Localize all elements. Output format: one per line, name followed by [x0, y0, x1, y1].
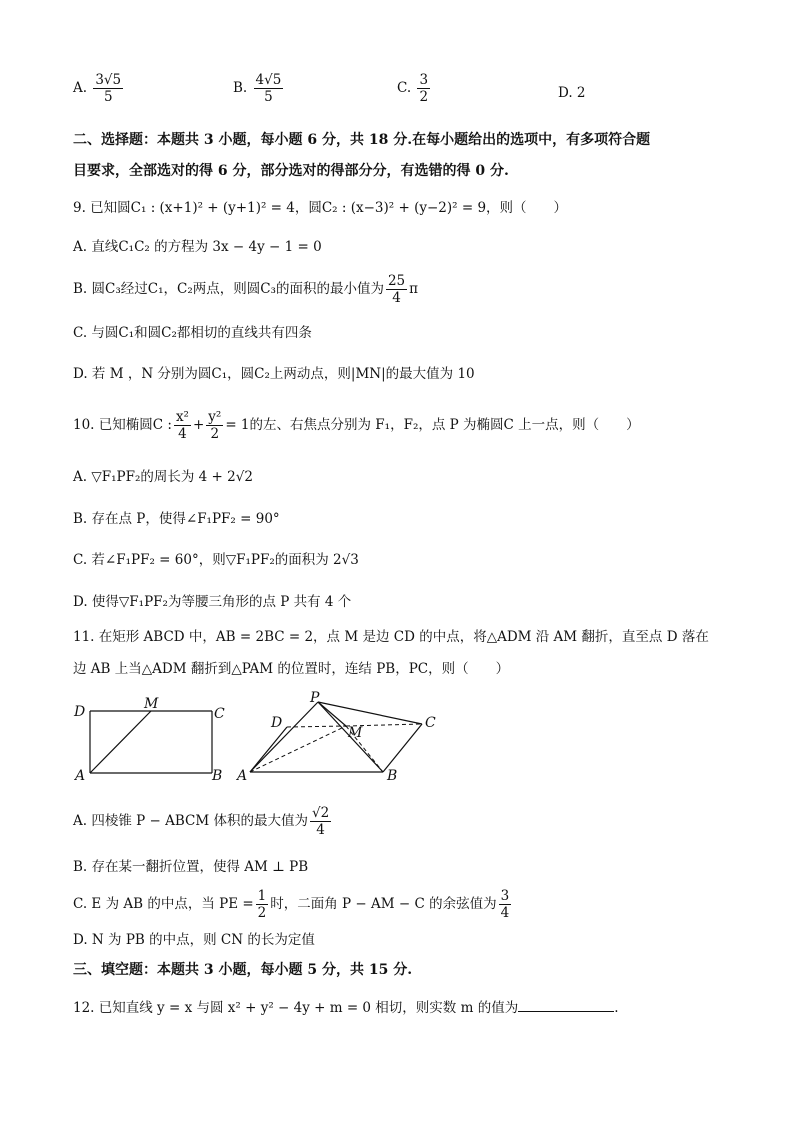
q9-option-c: C. 与圆C₁和圆C₂都相切的直线共有四条	[73, 325, 312, 341]
label-b: B	[212, 768, 223, 784]
label-a2: A	[237, 768, 248, 784]
q10-option-c: C. 若∠F₁PF₂ = 60°，则▽F₁PF₂的面积为 2√3	[73, 552, 359, 568]
section-2-heading: 二、选择题：本题共 3 小题，每小题 6 分，共 18 分.在每小题给出的选项中，有多项符合题	[73, 132, 651, 148]
option-8b: B. $\frac{4√5}{5}$	[233, 72, 282, 105]
label-m: M	[144, 696, 159, 712]
fraction: $\frac{3}{4}$	[500, 888, 510, 921]
q10-option-b: B. 存在点 P，使得∠F₁PF₂ = 90°	[73, 511, 280, 527]
q11-stem-line1: 11. 在矩形 ABCD 中，AB = 2BC = 2，点 M 是边 CD 的中点，将△ADM 沿 AM 翻折，直至点 D 落在	[73, 629, 709, 645]
label-d: D	[74, 704, 86, 720]
q9-option-b: B. 圆C₃经过C₁，C₂两点，则圆C₃的面积的最小值为 $\frac{25}{4}$ π	[73, 273, 419, 306]
option-8a: A. $\frac{3√5}{5}$	[73, 72, 122, 105]
fraction: $\frac{\text{y²}}{2}$	[208, 409, 222, 442]
answer-blank[interactable]	[518, 997, 614, 1012]
q9-option-d: D. 若 M ，N 分别为圆C₁，圆C₂上两动点，则|MN|的最大值为 10	[73, 366, 475, 382]
fraction: $\frac{3}{2}$	[419, 72, 429, 105]
fraction: $\frac{3√5}{5}$	[95, 72, 122, 105]
fraction: $\frac{\text{x²}}{4}$	[175, 409, 189, 442]
label-c2: C	[425, 715, 436, 731]
fraction: $\frac{√2}{4}$	[311, 805, 330, 838]
option-8c: C. $\frac{3}{2}$	[397, 72, 429, 105]
q11-option-b: B. 存在某一翻折位置，使得 AM ⊥ PB	[73, 859, 309, 875]
label-b2: B	[387, 768, 398, 784]
q9-option-a: A. 直线C₁C₂ 的方程为 3x − 4y − 1 = 0	[73, 239, 322, 255]
fraction: $\frac{25}{4}$	[387, 273, 406, 306]
q12-stem: 12. 已知直线 y = x 与圆 x² + y² − 4y + m = 0 相切，则实数 m 的值为 .	[73, 997, 724, 1018]
label-d2: D	[271, 715, 283, 731]
label-p: P	[310, 690, 320, 706]
rectangle-figure	[73, 696, 225, 784]
label-a: A	[75, 768, 86, 784]
label-m2: M	[348, 725, 363, 741]
q11-option-a: A. 四棱锥 P − ABCM 体积的最大值为 $\frac{√2}{4}$	[73, 805, 330, 838]
q11-stem-line2: 边 AB 上当△ADM 翻折到△PAM 的位置时，连结 PB，PC，则（ ）	[73, 661, 510, 677]
pyramid-figure	[235, 690, 436, 784]
q10-stem: 10. 已知椭圆C : $\frac{\text{x²}}{4}$ + $\frac{\text{y²}}{2}$ = 1的左、右焦点分别为 F₁，F₂，点 P 为椭圆C 上一点，则（ ）	[73, 409, 640, 442]
q11-option-c: C. E 为 AB 的中点，当 PE = $\frac{1}{2}$ 时，二面角 P − AM − C 的余弦值为 $\frac{3}{4}$	[73, 888, 510, 921]
section-2-heading-cont: 目要求，全部选对的得 6 分，部分选对的得部分分，有选错的得 0 分.	[73, 163, 509, 179]
section-3-heading: 三、填空题：本题共 3 小题，每小题 5 分，共 15 分.	[73, 962, 413, 978]
q9-stem: 9. 已知圆C₁ : (x+1)² + (y+1)² = 4，圆C₂ : (x−3)² + (y−2)² = 9，则（ ）	[73, 200, 568, 216]
label-c: C	[214, 706, 225, 722]
q10-option-a: A. ▽F₁PF₂的周长为 4 + 2√2	[73, 469, 253, 485]
fraction: $\frac{1}{2}$	[257, 888, 267, 921]
q11-option-d: D. N 为 PB 的中点，则 CN 的长为定值	[73, 932, 315, 948]
option-8d: D. 2	[558, 85, 586, 101]
fraction: $\frac{4√5}{5}$	[255, 72, 282, 105]
q10-option-d: D. 使得▽F₁PF₂为等腰三角形的点 P 共有 4 个	[73, 594, 352, 610]
